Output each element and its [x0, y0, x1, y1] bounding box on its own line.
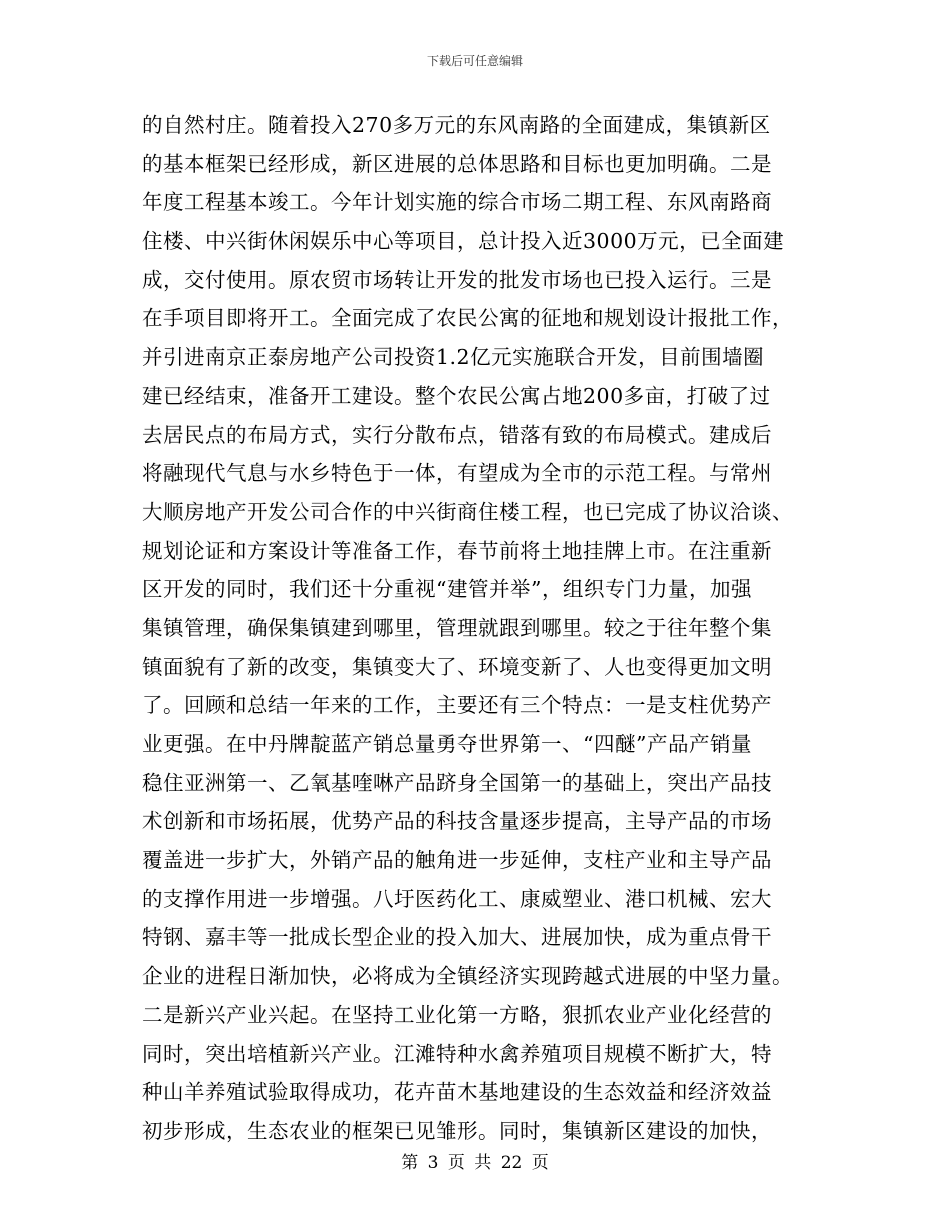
text-line: 区开发的同时，我们还十分重视“建管并举”，组织专门力量，加强	[142, 577, 752, 602]
text-line: 业更强。在中丹牌靛蓝产销总量勇夺世界第一、“四醚”产品产销量	[142, 732, 752, 756]
text-line: 的支撑作用进一步增强。八圩医药化工、康威塑业、港口机械、宏大	[142, 886, 772, 911]
text-line: 镇面貌有了新的改变，集镇变大了、环境变新了、人也变得更加文明	[142, 654, 772, 679]
text-line: 去居民点的布局方式，实行分散布点，错落有致的布局模式。建成后	[142, 422, 772, 447]
text-line: 覆盖进一步扩大，外销产品的触角进一步延伸，支柱产业和主导产品	[142, 848, 772, 873]
text-line: 同时，突出培植新兴产业。江滩特种水禽养殖项目规模不断扩大，特	[142, 1041, 772, 1066]
text-line: 大顺房地产开发公司合作的中兴街商住楼工程，也已完成了协议洽谈、	[142, 499, 793, 524]
text-line: 并引进南京正泰房地产公司投资1.2亿元实施联合开发，目前围墙圈	[142, 345, 765, 370]
body-text	[142, 106, 812, 1151]
text-line: 住楼、中兴街休闲娱乐中心等项目，总计投入近3000万元，已全面建	[142, 229, 785, 254]
text-line: 特钢、嘉丰等一批成长型企业的投入加大、进展加快，成为重点骨干	[142, 925, 772, 950]
text-line: 种山羊养殖试验取得成功，花卉苗木基地建设的生态效益和经济效益	[142, 1080, 772, 1105]
page-header: 下载后可任意编辑	[426, 54, 523, 68]
text-line: 在手项目即将开工。全面完成了农民公寓的征地和规划设计报批工作，	[142, 306, 793, 331]
text-line: 将融现代气息与水乡特色于一体，有望成为全市的示范工程。与常州	[142, 461, 772, 486]
text-line: 建已经结束，准备开工建设。整个农民公寓占地200多亩，打破了过	[142, 383, 771, 408]
text-line: 的自然村庄。随着投入270多万元的东风南路的全面建成，集镇新区	[142, 113, 771, 137]
text-line: 的基本框架已经形成，新区进展的总体思路和目标也更加明确。二是	[142, 151, 772, 176]
page-number: 第 3 页 共 22 页	[401, 1153, 549, 1173]
text-line: 集镇管理，确保集镇建到哪里，管理就跟到哪里。较之于往年整个集	[142, 615, 772, 640]
text-line: 成，交付使用。原农贸市场转让开发的批发市场也已投入运行。三是	[142, 267, 772, 292]
text-line: 年度工程基本竣工。今年计划实施的综合市场二期工程、东风南路商	[142, 190, 772, 215]
text-line: 术创新和市场拓展，优势产品的科技含量逐步提高，主导产品的市场	[142, 809, 772, 834]
text-line: 规划论证和方案设计等准备工作，春节前将土地挂牌上市。在注重新	[142, 538, 772, 563]
text-line: 初步形成，生态农业的框架已见雏形。同时，集镇新区建设的加快，	[142, 1118, 772, 1143]
text-line: 了。回顾和总结一年来的工作，主要还有三个特点：一是支柱优势产	[142, 693, 772, 718]
text-line: 企业的进程日渐加快，必将成为全镇经济实现跨越式进展的中坚力量。	[142, 964, 793, 989]
text-line: 二是新兴产业兴起。在坚持工业化第一方略，狠抓农业产业化经营的	[142, 1002, 772, 1027]
text-line: 稳住亚洲第一、乙氧基喹啉产品跻身全国第一的基础上，突出产品技	[142, 770, 772, 795]
